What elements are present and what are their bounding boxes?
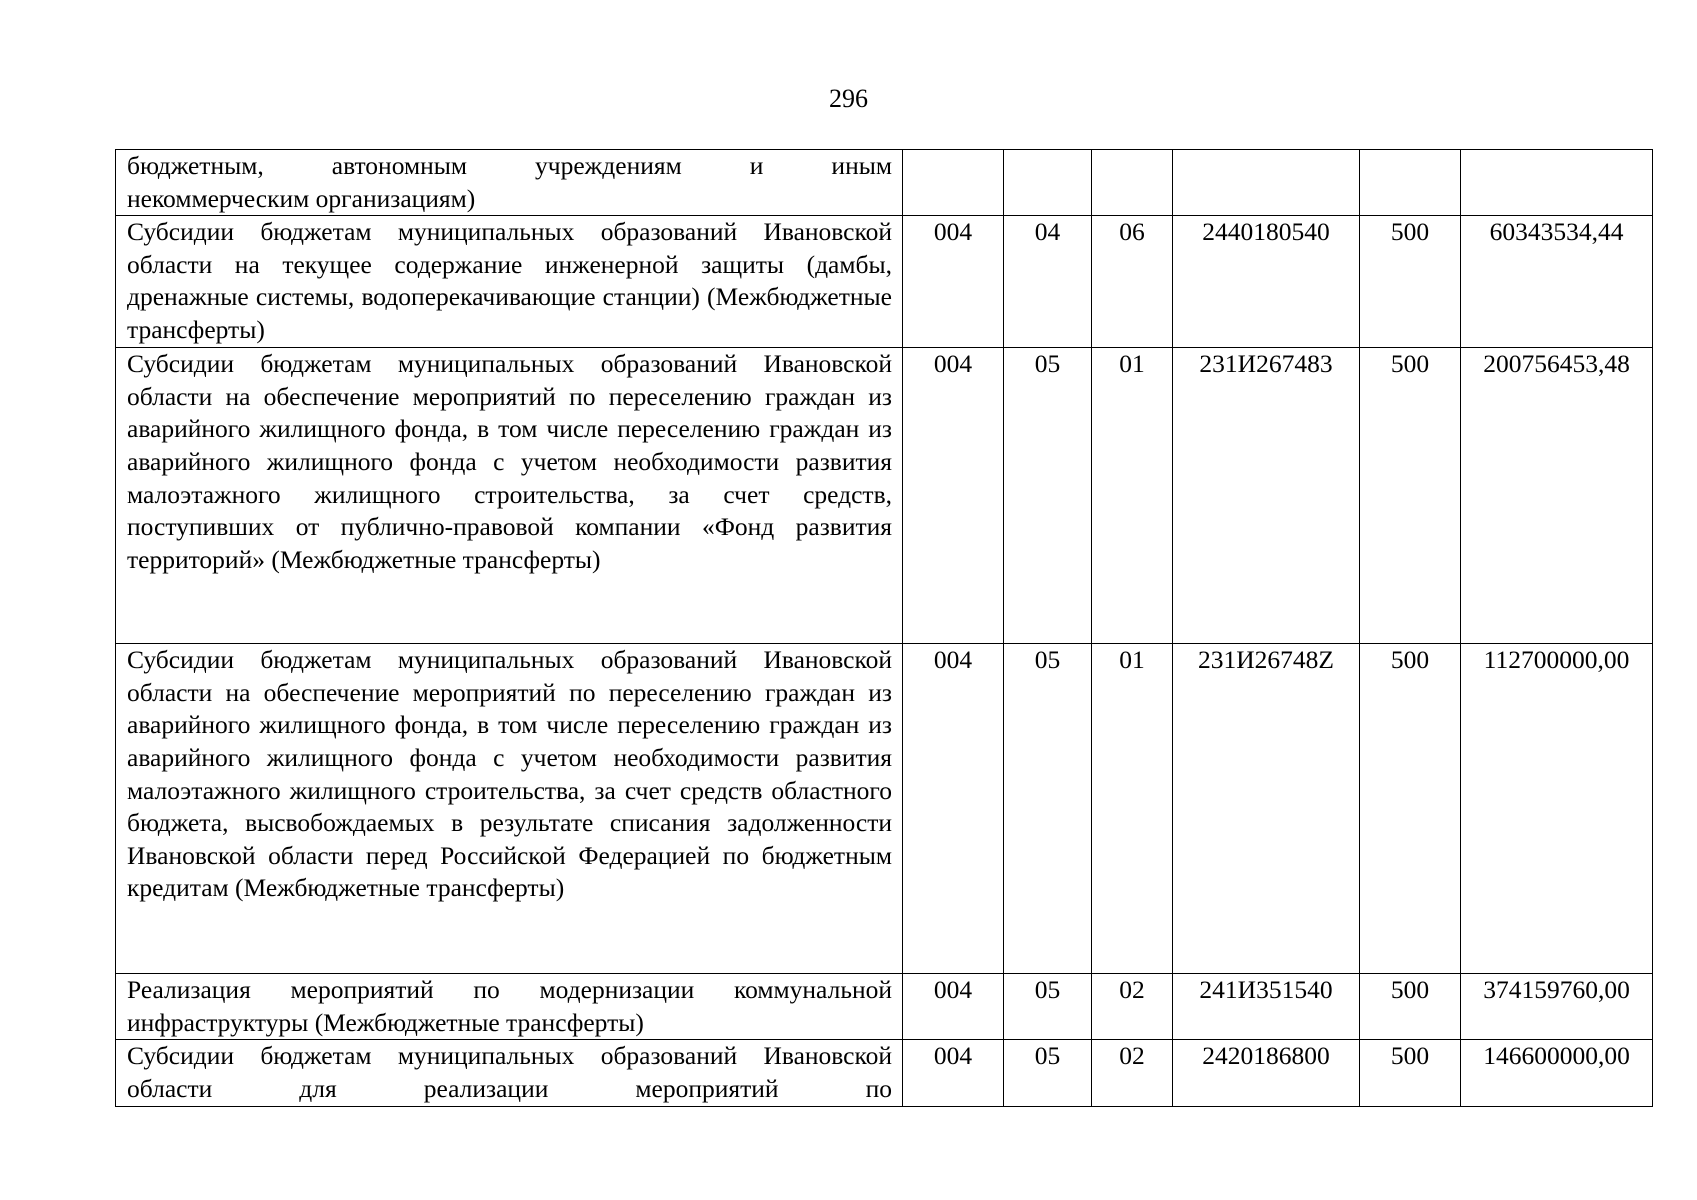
expense-type-code: 500: [1360, 974, 1461, 1040]
subsection-code: 02: [1092, 1040, 1173, 1106]
row-description: Субсидии бюджетам муниципальных образований Ивановской области на обеспечение мероприятий по переселению граждан из аварийного жилищного фонда, в том числе переселению граждан из аварийного жилищного фонда с учетом необходимости развития малоэтажного жилищного строительства, за счет средств областного бюджета, высвобождаемых в результате списания задолженности Ивановской области перед Российской Федерацией по бюджетным кредитам (Межбюджетные трансферты): [116, 644, 903, 974]
table-row: [116, 348, 1653, 644]
table-row: [116, 150, 1653, 216]
table-row: [116, 644, 1653, 974]
expense-type-code: 500: [1360, 644, 1461, 974]
subsection-code: [1092, 150, 1173, 216]
expense-type-code: 500: [1360, 348, 1461, 644]
description-line: некоммерческим организациям): [127, 183, 476, 213]
description-line: бюджетным, автономным учреждениям и иным: [127, 151, 892, 180]
amount: 112700000,00: [1461, 644, 1653, 974]
budget-table: [115, 149, 1653, 1107]
table-row: [116, 216, 1653, 348]
amount: 146600000,00: [1461, 1040, 1653, 1106]
section-code: 05: [1004, 974, 1092, 1040]
target-code: 231И267483: [1173, 348, 1360, 644]
page-number: 296: [829, 84, 868, 113]
subsection-code: 06: [1092, 216, 1173, 348]
expense-type-code: 500: [1360, 1040, 1461, 1106]
section-code: 04: [1004, 216, 1092, 348]
subsection-code: 01: [1092, 348, 1173, 644]
subsection-code: 01: [1092, 644, 1173, 974]
target-code: 2420186800: [1173, 1040, 1360, 1106]
target-code: 231И26748Z: [1173, 644, 1360, 974]
amount: 200756453,48: [1461, 348, 1653, 644]
subsection-code: 02: [1092, 974, 1173, 1040]
row-description: Субсидии бюджетам муниципальных образований Ивановской области на текущее содержание инженерной защиты (дамбы, дренажные системы, водоперекачивающие станции) (Межбюджетные трансферты): [116, 216, 903, 348]
ministry-code: 004: [903, 974, 1004, 1040]
row-description: Субсидии бюджетам муниципальных образований Ивановской области для реализации мероприятий по: [116, 1040, 903, 1106]
section-code: 05: [1004, 644, 1092, 974]
row-description: Реализация мероприятий по модернизации коммунальной инфраструктуры (Межбюджетные трансферты): [116, 974, 903, 1040]
expense-type-code: 500: [1360, 216, 1461, 348]
ministry-code: 004: [903, 1040, 1004, 1106]
ministry-code: 004: [903, 216, 1004, 348]
ministry-code: 004: [903, 644, 1004, 974]
expense-type-code: [1360, 150, 1461, 216]
target-code: 241И351540: [1173, 974, 1360, 1040]
ministry-code: [903, 150, 1004, 216]
section-code: 05: [1004, 348, 1092, 644]
amount: 374159760,00: [1461, 974, 1653, 1040]
row-description: Субсидии бюджетам муниципальных образований Ивановской области на обеспечение мероприятий по переселению граждан из аварийного жилищного фонда, в том числе переселению граждан из аварийного жилищного фонда с учетом необходимости развития малоэтажного жилищного строительства, за счет средств, поступивших от публично-правовой компании «Фонд развития территорий» (Межбюджетные трансферты): [116, 348, 903, 644]
section-code: [1004, 150, 1092, 216]
target-code: 2440180540: [1173, 216, 1360, 348]
row-description: [116, 150, 903, 216]
section-code: 05: [1004, 1040, 1092, 1106]
target-code: [1173, 150, 1360, 216]
table-row: [116, 1040, 1653, 1106]
ministry-code: 004: [903, 348, 1004, 644]
amount: 60343534,44: [1461, 216, 1653, 348]
amount: [1461, 150, 1653, 216]
table-row: [116, 974, 1653, 1040]
